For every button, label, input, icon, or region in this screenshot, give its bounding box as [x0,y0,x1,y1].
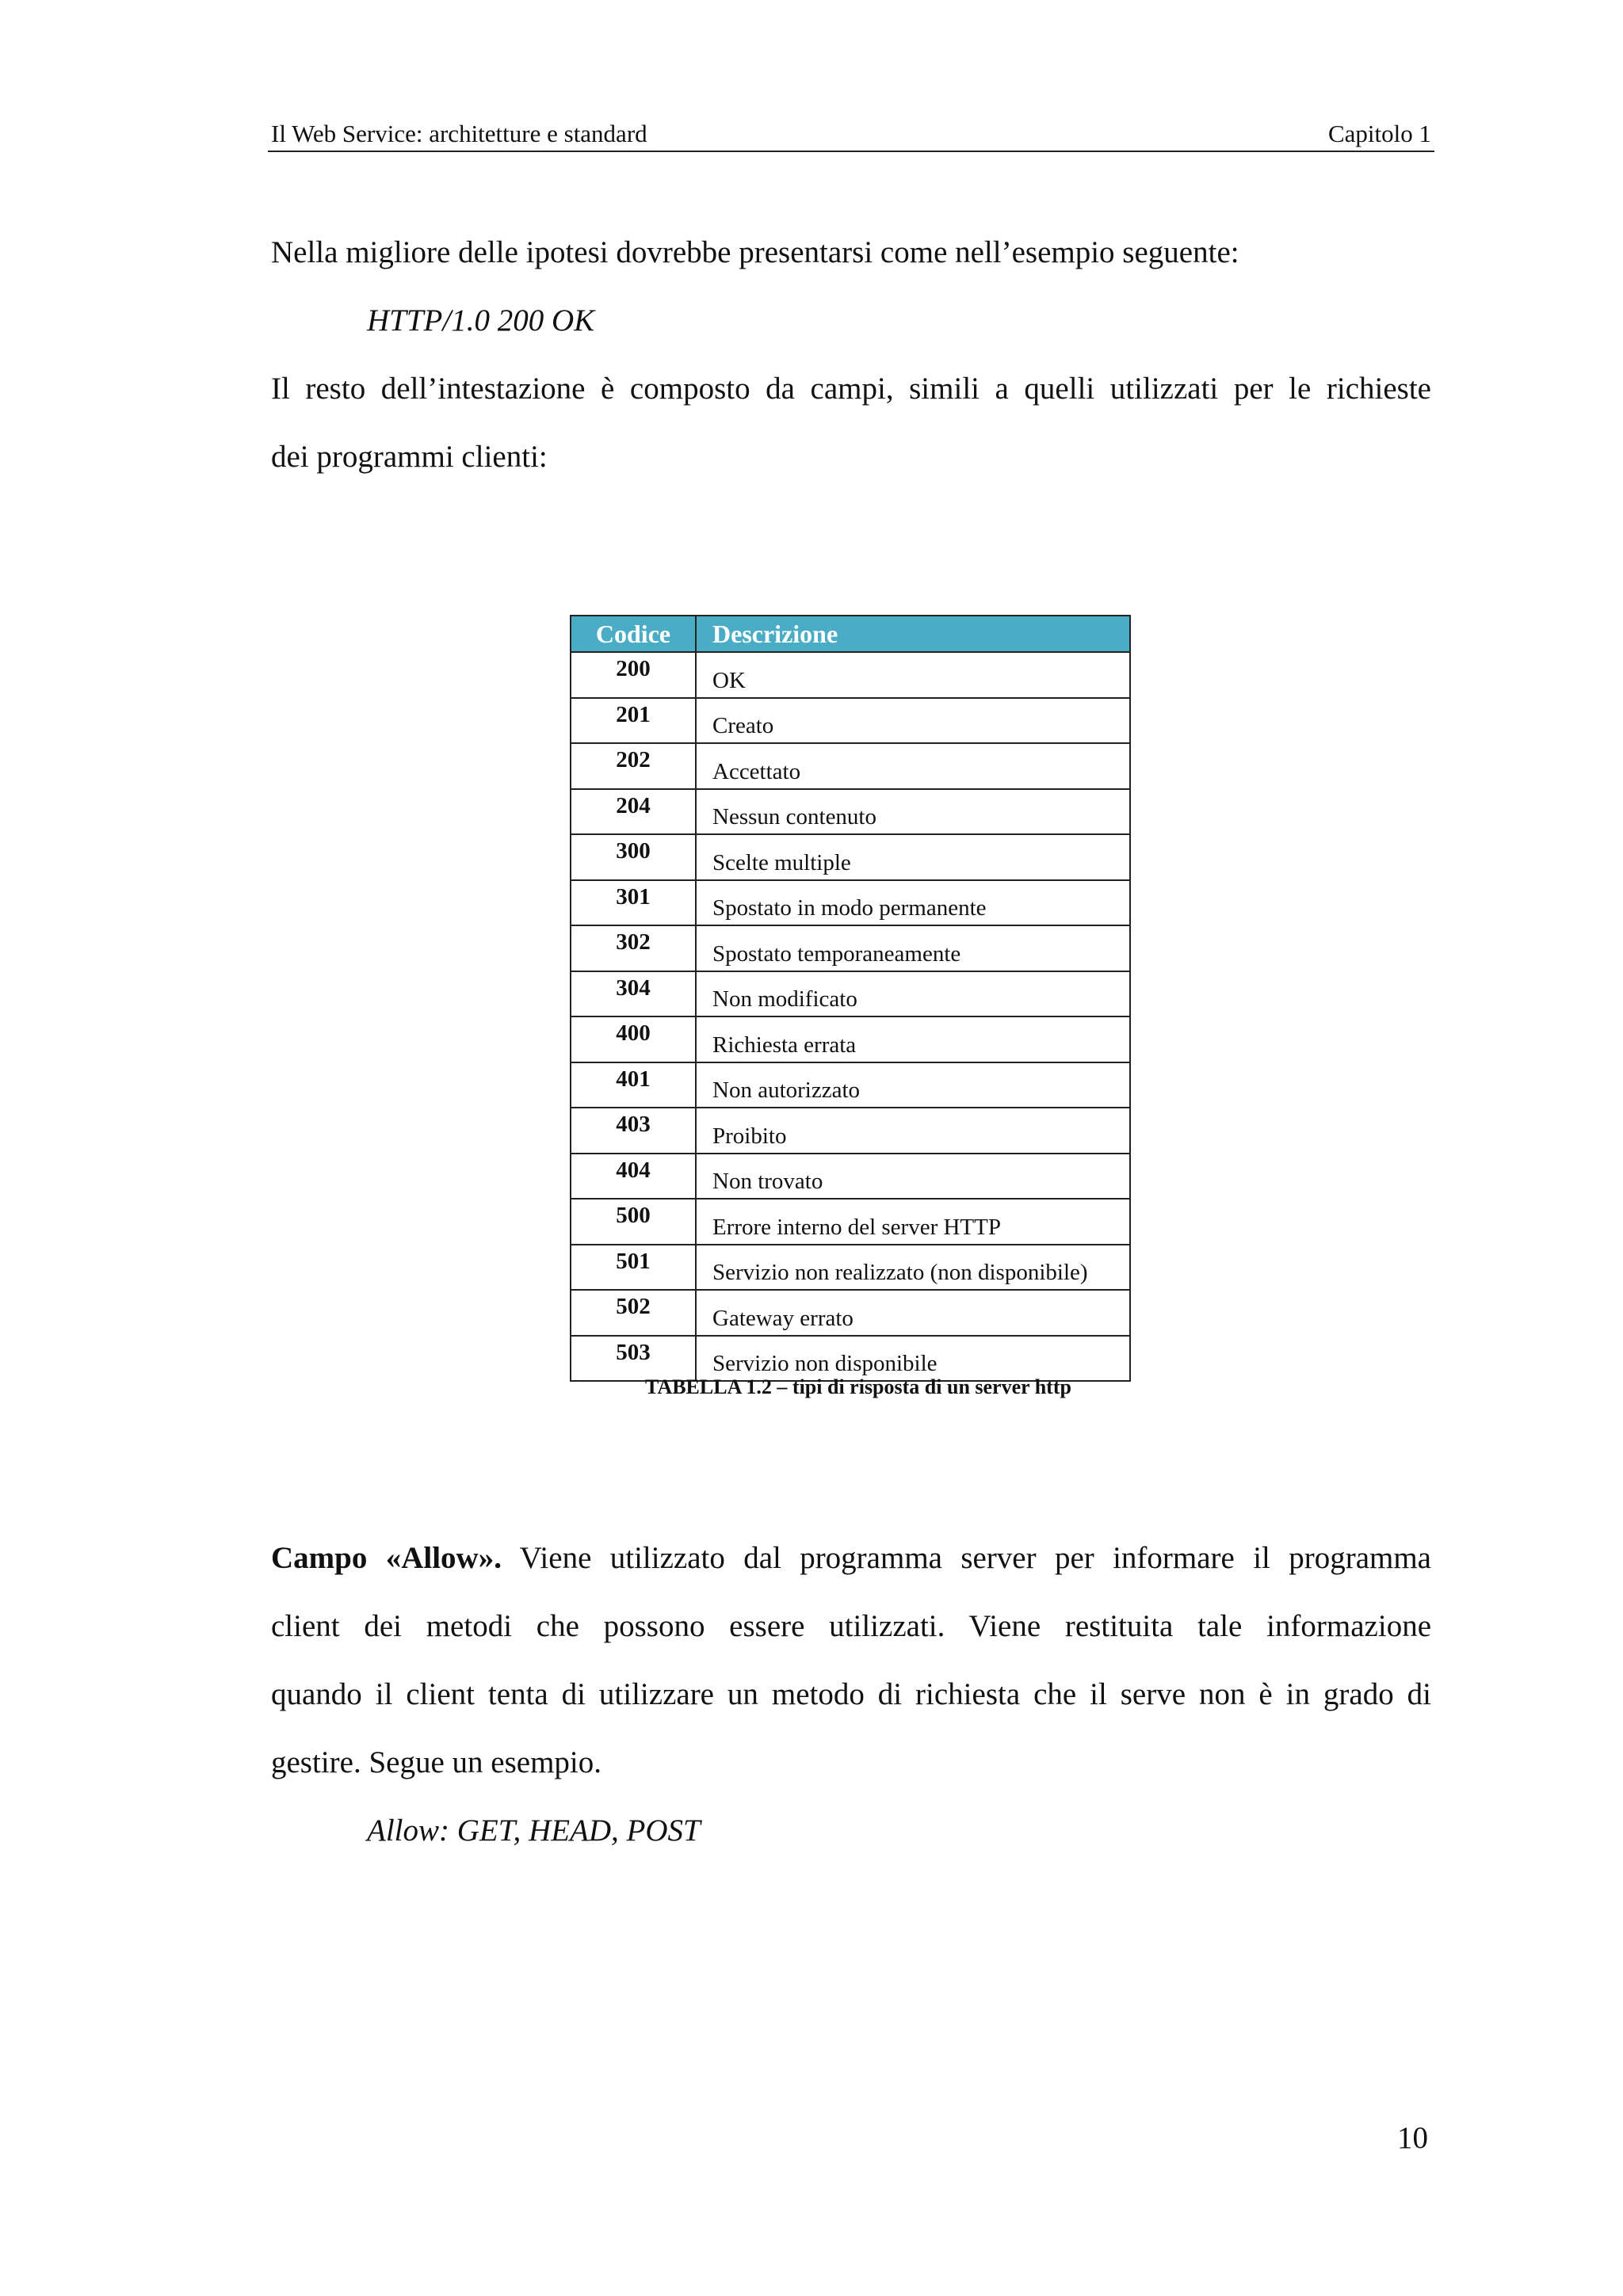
status-description: Creato [696,698,1130,744]
table-row [571,1154,1130,1199]
status-description: Richiesta errata [696,1016,1130,1062]
status-description: Non autorizzato [696,1062,1130,1108]
status-code: 500 [571,1199,696,1245]
paragraph-line: gestire. Segue un esempio. [271,1745,601,1779]
status-code: 503 [571,1336,696,1382]
status-code: 401 [571,1062,696,1108]
allow-paragraph [271,1524,1431,1797]
status-description: Nessun contenuto [696,789,1130,835]
status-description: Accettato [696,743,1130,789]
status-description: Non modificato [696,971,1130,1017]
intro-line: Nella migliore delle ipotesi dovrebbe presentarsi come nell’esempio seguente: [271,235,1239,269]
status-codes-table [570,615,1131,1382]
status-code: 301 [571,880,696,926]
status-code: 300 [571,834,696,880]
status-description: Servizio non realizzato (non disponibile) [696,1245,1130,1291]
status-code: 501 [571,1245,696,1291]
allow-field-title: Campo «Allow». [271,1541,502,1575]
status-code: 200 [571,652,696,698]
table-row [571,1016,1130,1062]
status-description: Gateway errato [696,1290,1130,1336]
status-line-example: HTTP/1.0 200 OK [367,303,595,338]
table-header-row [571,616,1130,652]
table-row [571,1199,1130,1245]
table-row [571,698,1130,744]
table-row [571,925,1130,971]
paragraph-line: Il resto dell’intestazione è composto da campi, simili a quelli utilizzati per le richieste [271,372,1431,406]
paragraph-line: dei programmi clienti: [271,440,548,474]
status-code: 204 [571,789,696,835]
status-description: Non trovato [696,1154,1130,1199]
status-code: 201 [571,698,696,744]
page-number: 10 [1397,2121,1428,2155]
table-row [571,789,1130,835]
status-description: OK [696,652,1130,698]
intro-paragraph [271,355,1431,491]
status-description: Proibito [696,1108,1130,1154]
table-row [571,1336,1130,1382]
allow-text: Viene utilizzato dal programma server per informare il programma [501,1541,1431,1575]
table-row [571,1108,1130,1154]
table-row [571,971,1130,1017]
table-row [571,743,1130,789]
intro-sentence [271,219,1431,287]
chapter-label: Capitolo 1 [1327,120,1431,147]
allow-example: Allow: GET, HEAD, POST [367,1814,701,1848]
status-description: Spostato in modo permanente [696,880,1130,926]
status-code: 202 [571,743,696,789]
status-description: Spostato temporaneamente [696,925,1130,971]
column-header-description: Descrizione [696,616,1130,652]
running-title: Il Web Service: architetture e standard [271,120,647,147]
table-row [571,834,1130,880]
table-row [571,1245,1130,1291]
table-row [571,1062,1130,1108]
table-row [571,1290,1130,1336]
status-code: 400 [571,1016,696,1062]
status-description: Scelte multiple [696,834,1130,880]
table-caption: TABELLA 1.2 – tipi di risposta di un server http [645,1375,1071,1398]
table-row [571,880,1130,926]
page-header [268,111,1434,152]
paragraph-line [271,1524,1431,1592]
paragraph-line: quando il client tenta di utilizzare un metodo di richiesta che il serve non è in grado di [271,1677,1431,1711]
status-code: 304 [571,971,696,1017]
status-code: 404 [571,1154,696,1199]
status-description: Errore interno del server HTTP [696,1199,1130,1245]
paragraph-line: client dei metodi che possono essere utilizzati. Viene restituita tale informazione [271,1609,1431,1643]
status-code: 403 [571,1108,696,1154]
status-code: 502 [571,1290,696,1336]
status-description: Servizio non disponibile [696,1336,1130,1382]
column-header-code: Codice [571,616,696,652]
status-code: 302 [571,925,696,971]
table-row [571,652,1130,698]
